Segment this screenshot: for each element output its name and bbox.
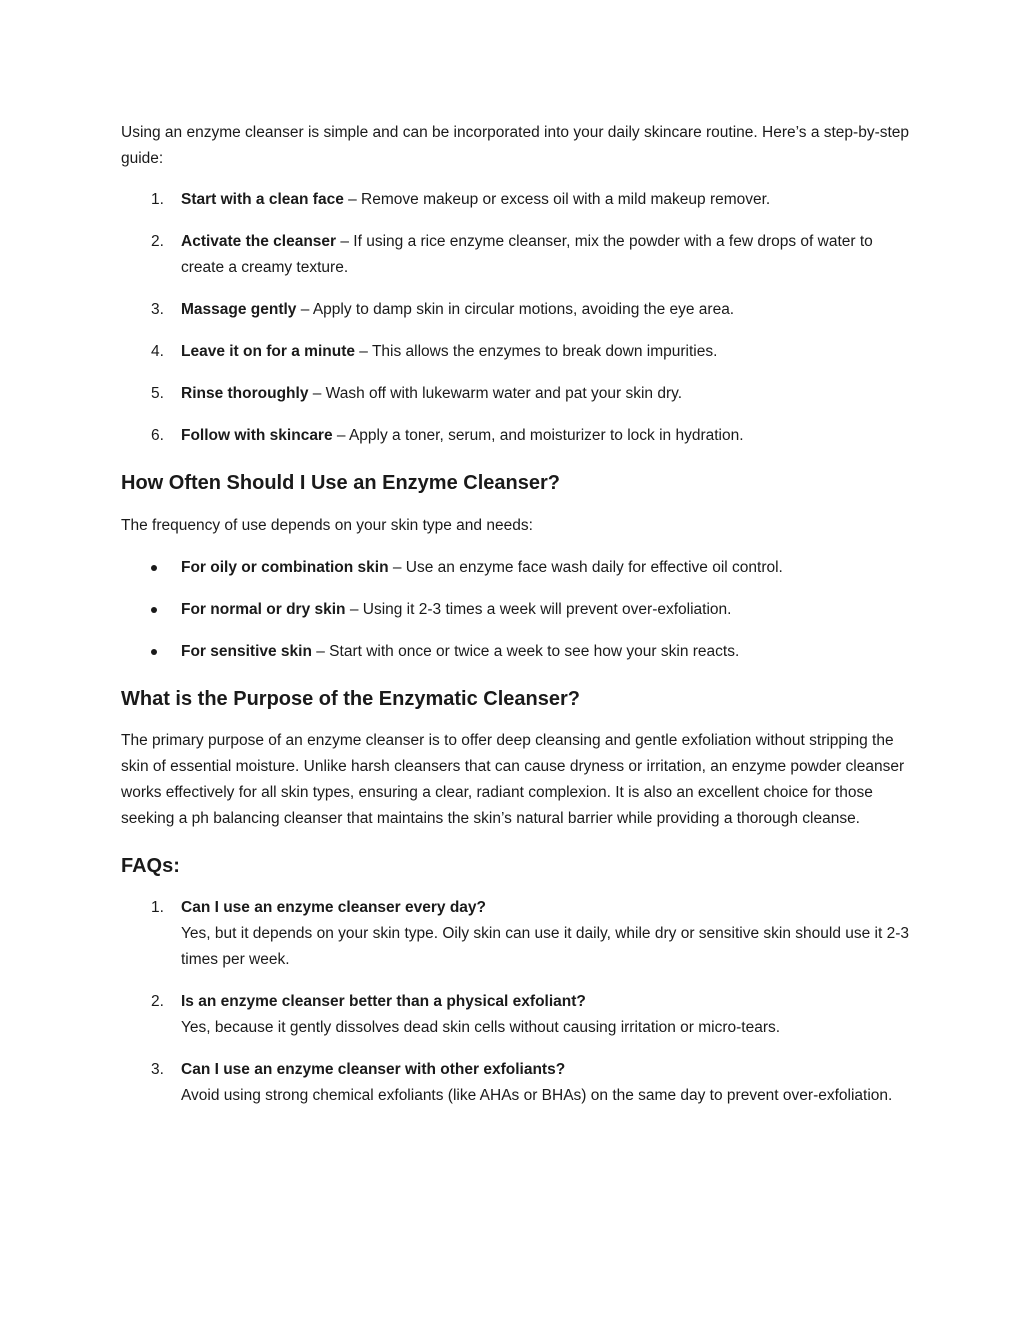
list-number: 6. — [151, 427, 164, 444]
faq-question: Can I use an enzyme cleanser with other exfoliants? — [181, 1061, 566, 1078]
list-number: 3. — [151, 1061, 164, 1078]
faq-answer: Avoid using strong chemical exfoliants (like AHAs or BHAs) on the same day to prevent over-exfoliation. — [181, 1087, 893, 1104]
frequency-text: – Using it 2-3 times a week will prevent over-exfoliation. — [345, 601, 732, 618]
bullet-icon — [151, 565, 157, 571]
list-item — [121, 989, 911, 1041]
step-text: – Wash off with lukewarm water and pat your skin dry. — [308, 385, 683, 402]
step-text: – This allows the enzymes to break down impurities. — [354, 343, 718, 360]
step-term: Follow with skincare — [181, 427, 333, 444]
list-item — [121, 555, 911, 581]
list-number: 1. — [151, 899, 164, 916]
list-number: 1. — [151, 191, 164, 208]
step-text: – If using a rice enzyme cleanser, mix the powder with a few drops of water to create a creamy texture. — [181, 233, 873, 276]
list-item — [121, 381, 911, 407]
frequency-lead: The frequency of use depends on your skin type and needs: — [121, 517, 533, 534]
step-term: Massage gently — [181, 301, 297, 318]
faq-answer: Yes, but it depends on your skin type. Oily skin can use it daily, while dry or sensitive skin should use it 2-3 times per week. — [181, 925, 910, 968]
list-item — [121, 597, 911, 623]
purpose-paragraph: The primary purpose of an enzyme cleanser is to offer deep cleansing and gentle exfoliation without stripping the skin of essential moisture. Unlike harsh cleansers that can cause dryness or irritation, an enzyme powder cleanser works effectively for all skin types, ensuring a clear, radiant complexion. It is also an excellent choice for those seeking a ph balancing cleanser that maintains the skin’s natural barrier while providing a thorough cleanse. — [121, 732, 905, 827]
faq-list — [121, 895, 911, 1109]
frequency-term: For oily or combination skin — [181, 559, 389, 576]
frequency-term: For sensitive skin — [181, 643, 312, 660]
list-item — [121, 639, 911, 665]
step-text: – Apply to damp skin in circular motions, avoiding the eye area. — [296, 301, 735, 318]
frequency-text: – Use an enzyme face wash daily for effective oil control. — [388, 559, 783, 576]
section-heading-purpose: What is the Purpose of the Enzymatic Cleanser? — [121, 688, 580, 710]
list-item — [121, 339, 911, 365]
step-term: Leave it on for a minute — [181, 343, 355, 360]
step-text: – Remove makeup or excess oil with a mild makeup remover. — [343, 191, 771, 208]
steps-list — [121, 187, 911, 449]
intro-paragraph: Using an enzyme cleanser is simple and can be incorporated into your daily skincare routine. Here’s a step-by-step guide: — [121, 124, 910, 167]
bullet-icon — [151, 649, 157, 655]
faq-answer: Yes, because it gently dissolves dead skin cells without causing irritation or micro-tears. — [181, 1019, 781, 1036]
list-number: 2. — [151, 993, 164, 1010]
list-item — [121, 229, 911, 281]
step-term: Activate the cleanser — [181, 233, 337, 250]
list-item — [121, 297, 911, 323]
frequency-list — [121, 555, 911, 665]
list-item — [121, 895, 911, 973]
bullet-icon — [151, 607, 157, 613]
list-number: 3. — [151, 301, 164, 318]
list-item — [121, 187, 911, 213]
step-text: – Apply a toner, serum, and moisturizer to lock in hydration. — [332, 427, 744, 444]
section-heading-frequency: How Often Should I Use an Enzyme Cleanser? — [121, 472, 560, 494]
list-number: 4. — [151, 343, 164, 360]
faq-question: Can I use an enzyme cleanser every day? — [181, 899, 486, 916]
frequency-term: For normal or dry skin — [181, 601, 346, 618]
frequency-text: – Start with once or twice a week to see how your skin reacts. — [311, 643, 740, 660]
list-number: 2. — [151, 233, 164, 250]
document-page — [121, 120, 911, 1125]
step-term: Start with a clean face — [181, 191, 344, 208]
list-number: 5. — [151, 385, 164, 402]
section-heading-faqs: FAQs: — [121, 855, 180, 877]
step-term: Rinse thoroughly — [181, 385, 309, 402]
list-item — [121, 423, 911, 449]
faq-question: Is an enzyme cleanser better than a physical exfoliant? — [181, 993, 586, 1010]
list-item — [121, 1057, 911, 1109]
